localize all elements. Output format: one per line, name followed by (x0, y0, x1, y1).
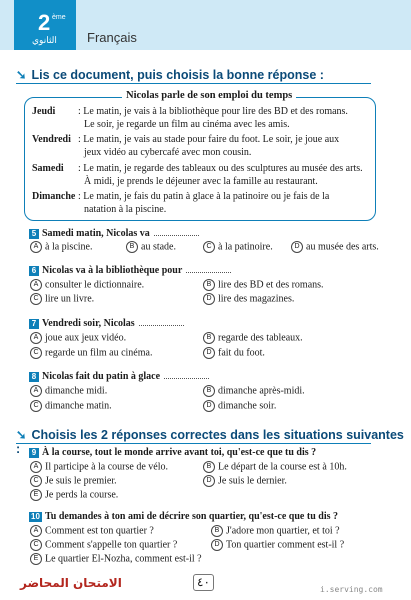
section1-title: ➘ Lis ce document, puis choisis la bonne réponse : (16, 68, 324, 82)
option-b[interactable]: B lire des BD et des romans. (203, 279, 324, 291)
option-b[interactable]: B regarde des tableaux. (203, 332, 303, 344)
option-e[interactable]: E Le quartier El-Nozha, comment est-il ? (30, 553, 202, 565)
option-c[interactable]: C à la patinoire. (203, 241, 273, 253)
option-c[interactable]: C dimanche matin. (30, 400, 112, 412)
option-a[interactable]: A à la piscine. (30, 241, 92, 253)
option-d[interactable]: D Ton quartier comment est-il ? (211, 539, 344, 551)
schedule-day: Jeudi (32, 106, 56, 117)
subject-title: Français (87, 30, 137, 45)
option-c[interactable]: C Je suis le premier. (30, 475, 117, 487)
grade-badge (14, 0, 76, 50)
option-b[interactable]: B Le départ de la course est à 10h. (203, 461, 347, 473)
option-d[interactable]: D Je suis le dernier. (203, 475, 287, 487)
arrow-icon: ➘ (16, 428, 27, 442)
question-7: 7 Vendredi soir, Nicolas (29, 318, 184, 329)
question-5: 5 Samedi matin, Nicolas va (29, 228, 199, 239)
option-d[interactable]: D au musée des arts. (291, 241, 379, 253)
grade-suffix: ème (52, 14, 66, 21)
question-9: 9 À la course, tout le monde arrive avant toi, qu'est-ce que tu dis ? (29, 447, 316, 458)
option-a[interactable]: A consulter le dictionnaire. (30, 279, 144, 291)
grade-arabic: الثانوي (32, 35, 57, 45)
grade-number: 2 (38, 10, 51, 35)
option-c[interactable]: C regarde un film au cinéma. (30, 347, 152, 359)
section2-divider (16, 443, 371, 444)
option-d[interactable]: D fait du foot. (203, 347, 265, 359)
question-10: 10 Tu demandes à ton ami de décrire son quartier, qu'est-ce que tu dis ? (29, 511, 338, 522)
option-a[interactable]: A dimanche midi. (30, 385, 107, 397)
option-c[interactable]: C Comment s'appelle ton quartier ? (30, 539, 177, 551)
page-header (0, 0, 411, 50)
option-a[interactable]: A joue aux jeux vidéo. (30, 332, 126, 344)
schedule-day: Dimanche (32, 191, 76, 202)
question-6: 6 Nicolas va à la bibliothèque pour (29, 265, 231, 276)
option-b[interactable]: B au stade. (126, 241, 176, 253)
option-a[interactable]: A Il participe à la course de vélo. (30, 461, 168, 473)
arrow-icon: ➘ (16, 68, 27, 82)
footer-logo: الامتحان المحاضر (20, 576, 122, 590)
option-a[interactable]: A Comment est ton quartier ? (30, 525, 154, 537)
section1-divider (16, 83, 371, 84)
option-b[interactable]: B dimanche après-midi. (203, 385, 305, 397)
footer-url: i.serving.com (320, 585, 383, 594)
option-d[interactable]: D lire des magazines. (203, 293, 294, 305)
option-d[interactable]: D dimanche soir. (203, 400, 276, 412)
option-c[interactable]: C lire un livre. (30, 293, 94, 305)
option-b[interactable]: B J'adore mon quartier, et toi ? (211, 525, 340, 537)
page-number: ٤٠ (193, 574, 214, 591)
schedule-day: Vendredi (32, 134, 71, 145)
question-8: 8 Nicolas fait du patin à glace (29, 371, 209, 382)
document-box-title: Nicolas parle de son emploi du temps (122, 90, 296, 101)
section2-title: ➘ Choisis les 2 réponses correctes dans les situations suivantes : (16, 428, 404, 456)
option-e[interactable]: E Je perds la course. (30, 489, 118, 501)
schedule-day: Samedi (32, 163, 64, 174)
